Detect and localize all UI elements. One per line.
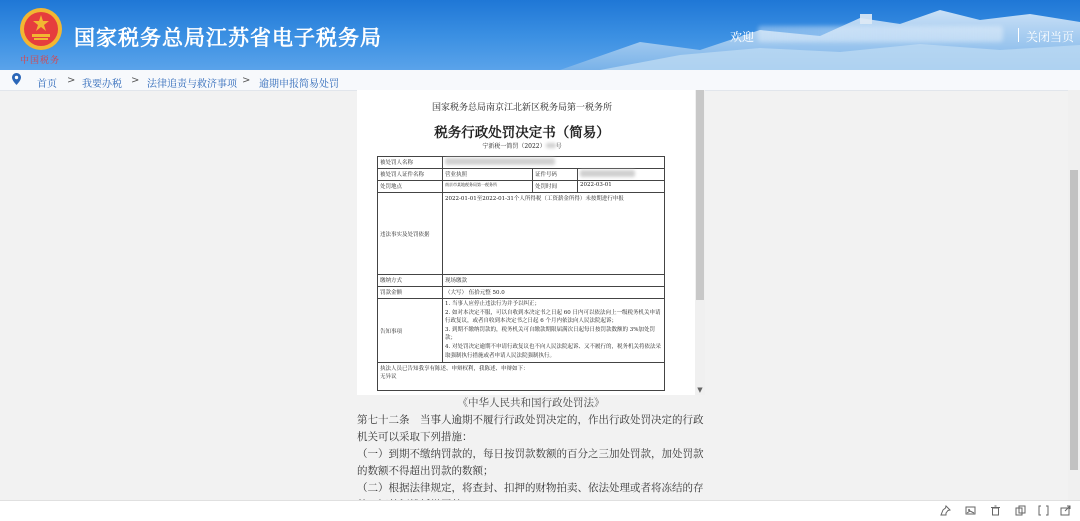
payment-method-label: 缴纳方式 xyxy=(378,275,443,287)
close-page-link[interactable]: 关闭当页 xyxy=(1026,30,1075,44)
location-label: 处罚地点 xyxy=(378,181,443,193)
breadcrumb-current: 逾期申报简易处罚 xyxy=(259,79,339,90)
breadcrumb-separator: > xyxy=(242,75,251,86)
id-type-label: 被处罚人证件名称 xyxy=(378,169,443,181)
notice-label: 告知事项 xyxy=(378,299,443,363)
breadcrumb-tax-services[interactable]: 我要办税 xyxy=(82,79,122,90)
id-number-value xyxy=(578,169,665,181)
bracket-icon[interactable] xyxy=(1038,505,1049,516)
image-icon[interactable] xyxy=(965,505,976,516)
decision-form-table xyxy=(377,156,665,391)
trash-icon[interactable] xyxy=(990,505,1001,516)
penalized-name-value xyxy=(443,157,665,169)
bottom-toolbar xyxy=(0,500,1080,521)
law-paragraph: （二）根据法律规定，将查封、扣押的财物拍卖、依法处理或者将冻结的存 xyxy=(357,482,704,494)
document-number: 宁新税一简罚（2022） 号 xyxy=(482,143,562,150)
time-label: 处罚时间 xyxy=(533,181,578,193)
penalized-name-label: 被处罚人名称 xyxy=(378,157,443,169)
id-number-label: 证件号码 xyxy=(533,169,578,181)
facts-value: 2022-01-01至2022-01-31个人所得税（工资薪金所得）未按期进行申报 xyxy=(443,193,665,275)
copy-icon[interactable] xyxy=(1015,505,1026,516)
header-separator xyxy=(1018,28,1019,42)
page-scrollbar-thumb[interactable] xyxy=(1070,170,1078,470)
page-scrollbar[interactable] xyxy=(1068,90,1080,500)
scroll-down-arrow-icon[interactable]: ▼ xyxy=(697,386,703,394)
location-pin-icon xyxy=(12,73,21,85)
document-viewer[interactable] xyxy=(357,90,705,395)
breadcrumb xyxy=(0,70,1080,91)
payment-method-value: 现场缴款 xyxy=(443,275,665,287)
document-scrollbar-thumb[interactable] xyxy=(696,90,704,300)
document-scrollbar[interactable] xyxy=(695,90,705,395)
law-paragraph: （一）到期不缴纳罚款的，每日按罚款数额的百分之三加处罚款，加处罚款的数额不得超出罚款的数额； xyxy=(357,448,704,477)
law-title: 《中华人民共和国行政处罚法》 xyxy=(457,397,605,409)
fine-amount-value: （大写） 伍拾元整 50.0 xyxy=(443,287,665,299)
time-value: 2022-03-01 xyxy=(578,181,665,193)
breadcrumb-separator: > xyxy=(131,75,140,86)
tax-emblem-icon xyxy=(18,6,64,52)
export-icon[interactable] xyxy=(1060,505,1071,516)
law-text-panel xyxy=(357,395,705,500)
breadcrumb-home[interactable]: 首页 xyxy=(37,79,57,90)
breadcrumb-legal-matters[interactable]: 法律追责与救济事项 xyxy=(147,79,237,90)
facts-label: 违法事实及处罚依据 xyxy=(378,193,443,275)
brand-sub-logo: 中国税务 xyxy=(20,56,61,66)
fine-amount-label: 罚款金额 xyxy=(378,287,443,299)
issuing-office: 国家税务总局南京江北新区税务局第一税务所 xyxy=(431,103,612,113)
site-header xyxy=(0,0,1080,70)
law-paragraph: 第七十二条 当事人逾期不履行行政处罚决定的，作出行政处罚决定的行政机关可以采取下列措施： xyxy=(357,414,704,443)
statement-section: 执法人员已告知我享有陈述、申辩权利，我陈述、申辩如下： 无异议 xyxy=(378,363,665,391)
document-title: 税务行政处罚决定书（简易） xyxy=(434,125,610,141)
breadcrumb-separator: > xyxy=(67,75,76,86)
pin-icon[interactable] xyxy=(940,505,951,516)
site-title: 国家税务总局江苏省电子税务局 xyxy=(74,26,382,50)
welcome-text: 欢迎 xyxy=(730,30,755,44)
notice-items: 1. 当事人应停止违法行为并予以纠正； 2. 如对本决定不服，可以自收到本决定书之日起 60 日内可以依法向上一级税务机关申请行政复议，或者自收到本决定书之日起 6 个月内依法向人民法院起诉； 3. 到期不缴纳罚款的，税务机关可自缴款期限届满次日起每日按罚款数额的 3%加处罚款； 4. 对处罚决定逾期不申请行政复议也不向人民法院起诉、又不履行的，税务机关将依法采取强制执行措施或者申请人民法院强制执行。 xyxy=(443,299,665,363)
location-value: 南京市某地税务局第一税务所 xyxy=(443,181,533,193)
blurred-user-name xyxy=(758,26,1003,42)
id-type-value: 营业执照 xyxy=(443,169,533,181)
